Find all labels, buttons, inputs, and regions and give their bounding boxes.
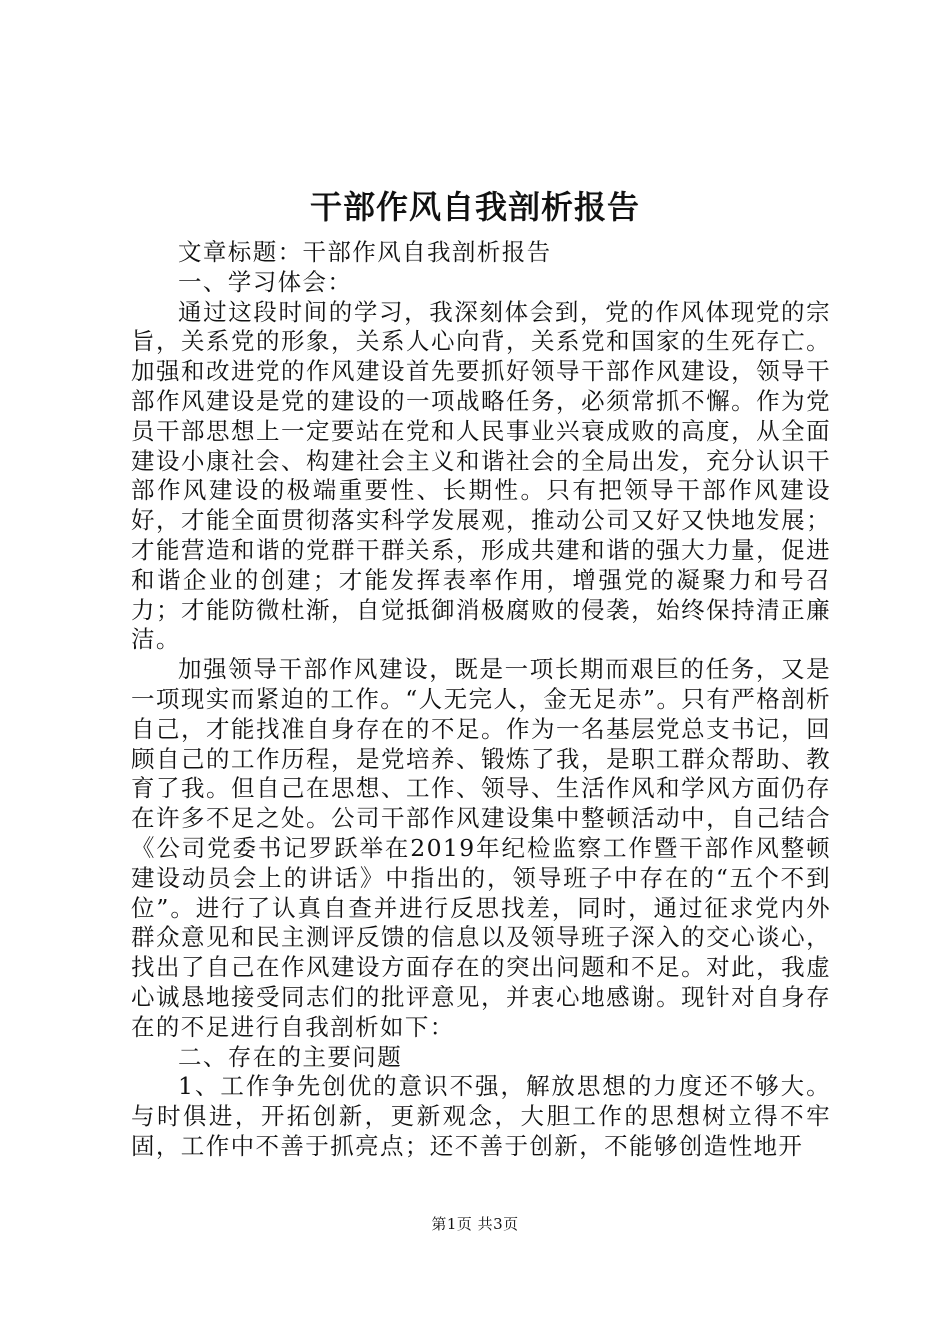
section-heading: 二、存在的主要问题 — [178, 1042, 403, 1071]
document-body — [131, 238, 831, 1162]
document-title: 干部作风自我剖析报告 — [309, 188, 640, 226]
body-paragraph: 通过这段时间的学习，我深刻体会到，党的作风体现党的宗旨，关系党的形象，关系人心向背，关系党和国家的生死存亡。加强和改进党的作风建设首先要抓好领导干部作风建设，领导干部作风建设是党的建设的一项战略任务，必须常抓不懈。作为党员干部思想上一定要站在党和人民事业兴衰成败的高度，从全面建设小康社会、构建社会主义和谐社会的全局出发，充分认识干部作风建设的极端重要性、长期性。只有把领导干部作风建设好，才能全面贯彻落实科学发展观，推动公司又好又快地发展；才能营造和谐的党群干群关系，形成共建和谐的强大力量，促进和谐企业的创建；才能发挥表率作用，增强党的凝聚力和号召力；才能防微杜渐，自觉抵御消极腐败的侵袭，始终保持清正廉洁。 — [131, 297, 831, 654]
page-footer: 第1页 共3页 — [431, 1215, 519, 1233]
body-paragraph: 1、工作争先创优的意识不强，解放思想的力度还不够大。与时俱进，开拓创新，更新观念，大胆工作的思想树立得不牢固，工作中不善于抓亮点；还不善于创新，不能够创造性地开 — [131, 1072, 831, 1160]
body-paragraph: 加强领导干部作风建设，既是一项长期而艰巨的任务，又是一项现实而紧迫的工作。“人无完人，金无足赤”。只有严格剖析自己，才能找准自身存在的不足。作为一名基层党总支书记，回顾自己的工作历程，是党培养、锻炼了我，是职工群众帮助、教育了我。但自己在思想、工作、领导、生活作风和学风方面仍存在许多不足之处。公司干部作风建设集中整顿活动中，自己结合《公司党委书记罗跃举在2019年纪检监察工作暨干部作风整顿建设动员会上的讲话》中指出的，领导班子中存在的“五个不到位”。进行了认真自查并进行反思找差，同时，通过征求党内外群众意见和民主测评反馈的信息以及领导班子深入的交心谈心，找出了自己在作风建设方面存在的突出问题和不足。对此，我虚心诚恳地接受同志们的批评意见，并衷心地感谢。现针对自身存在的不足进行自我剖析如下： — [131, 655, 831, 1041]
article-title-line: 文章标题：干部作风自我剖析报告 — [178, 238, 552, 266]
section-heading: 一、学习体会： — [178, 267, 353, 296]
